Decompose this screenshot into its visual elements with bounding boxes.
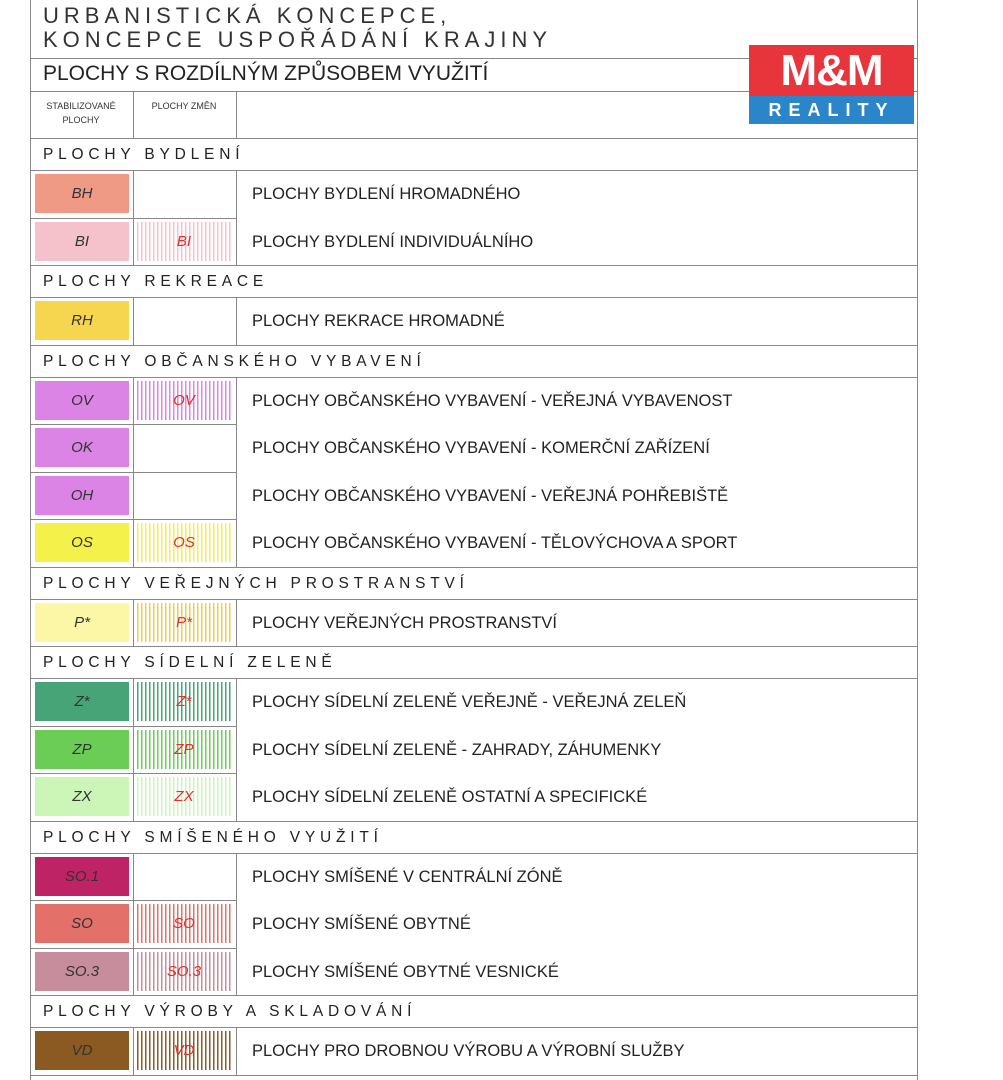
legend-swatch-change: SO.3 — [137, 952, 231, 991]
legend-swatch-stable: BI — [35, 222, 129, 261]
legend-swatch-change: ZP — [137, 730, 231, 769]
legend-swatch-stable: P* — [35, 603, 129, 642]
column-divider — [236, 170, 237, 265]
legend-swatch-stable: ZP — [35, 730, 129, 769]
row-divider — [31, 472, 237, 473]
legend-swatch-stable: RH — [35, 301, 129, 340]
column-header-change: PLOCHY ZMĚN — [151, 101, 217, 111]
section-title: PLOCHY VEŘEJNÝCH PROSTRANSTVÍ — [43, 574, 469, 592]
divider — [31, 995, 917, 996]
legend-swatch-stable: OV — [35, 381, 129, 420]
column-divider — [133, 678, 134, 821]
divider — [31, 567, 917, 568]
column-divider — [236, 853, 237, 996]
section-title: PLOCHY OBČANSKÉHO VYBAVENÍ — [43, 352, 426, 370]
section-title: PLOCHY SÍDELNÍ ZELENĚ — [43, 654, 337, 671]
logo-mm-text: M&M — [749, 45, 914, 96]
legend-swatch-change: VD — [137, 1031, 231, 1070]
legend-description: PLOCHY OBČANSKÉHO VYBAVENÍ - VEŘEJNÁ VYBAVENOST — [252, 391, 733, 410]
row-divider — [31, 948, 237, 949]
divider — [31, 599, 917, 600]
column-divider — [236, 91, 237, 138]
divider — [31, 377, 917, 378]
legend-swatch-stable: Z* — [35, 682, 129, 721]
row-divider — [31, 424, 237, 425]
column-divider — [133, 853, 134, 996]
divider — [31, 265, 917, 266]
divider — [31, 345, 917, 346]
legend-description: PLOCHY SMÍŠENÉ OBYTNÉ — [252, 915, 471, 933]
legend-swatch-change: BI — [137, 222, 231, 261]
legend-description: PLOCHY SMÍŠENÉ OBYTNÉ VESNICKÉ — [252, 962, 559, 981]
column-divider — [133, 599, 134, 647]
legend-swatch-stable: OK — [35, 428, 129, 467]
legend-swatch-stable: ZX — [35, 777, 129, 816]
column-divider — [133, 91, 134, 138]
legend-swatch-change: OS — [137, 523, 231, 562]
column-divider — [236, 377, 237, 567]
legend-swatch-stable: BH — [35, 174, 129, 213]
column-divider — [236, 599, 237, 647]
divider — [31, 138, 917, 139]
legend-description: PLOCHY SÍDELNÍ ZELENĚ OSTATNÍ A SPECIFICKÉ — [252, 788, 648, 806]
legend-swatch-change: OV — [137, 381, 231, 420]
row-divider — [31, 900, 237, 901]
mm-reality-logo — [749, 45, 914, 124]
document-title-line2: KONCEPCE USPOŘÁDÁNÍ KRAJINY — [43, 27, 553, 52]
divider — [31, 170, 917, 171]
legend-swatch-change: SO — [137, 904, 231, 943]
legend-description: PLOCHY SÍDELNÍ ZELENĚ - ZAHRADY, ZÁHUMENKY — [252, 740, 662, 759]
legend-swatch-stable: VD — [35, 1031, 129, 1070]
legend-description: PLOCHY VEŘEJNÝCH PROSTRANSTVÍ — [252, 613, 558, 632]
column-divider — [133, 377, 134, 567]
legend-swatch-stable: OS — [35, 523, 129, 562]
legend-description: PLOCHY BYDLENÍ INDIVIDUÁLNÍHO — [252, 232, 534, 251]
legend-swatch-change: Z* — [137, 682, 231, 721]
legend-swatch-change: P* — [137, 603, 231, 642]
legend-description: PLOCHY PRO DROBNOU VÝROBU A VÝROBNÍ SLUŽBY — [252, 1042, 685, 1060]
divider — [31, 1075, 917, 1076]
legend-swatch-stable: OH — [35, 476, 129, 515]
divider — [31, 678, 917, 679]
legend-swatch-change: ZX — [137, 777, 231, 816]
legend-description: PLOCHY OBČANSKÉHO VYBAVENÍ - VEŘEJNÁ POHŘEBIŠTĚ — [252, 486, 729, 505]
column-divider — [236, 297, 237, 345]
divider — [31, 821, 917, 822]
logo-reality-text: REALITY — [749, 96, 914, 124]
legend-swatch-stable: SO — [35, 904, 129, 943]
legend-description: PLOCHY SMÍŠENÉ V CENTRÁLNÍ ZÓNĚ — [252, 867, 563, 886]
divider — [31, 297, 917, 298]
section-title: PLOCHY REKREACE — [43, 273, 269, 290]
section-title: PLOCHY BYDLENÍ — [43, 146, 245, 163]
divider — [31, 853, 917, 854]
row-divider — [31, 519, 237, 520]
section-title: PLOCHY VÝROBY A SKLADOVÁNÍ — [43, 1003, 417, 1020]
column-divider — [236, 678, 237, 821]
legend-swatch-stable: SO.1 — [35, 857, 129, 896]
column-divider — [133, 170, 134, 265]
divider — [31, 1027, 917, 1028]
document-title-line1: URBANISTICKÁ KONCEPCE, — [43, 3, 452, 28]
legend-description: PLOCHY SÍDELNÍ ZELENĚ VEŘEJNĚ - VEŘEJNÁ ZELEŇ — [252, 693, 687, 711]
row-divider — [31, 726, 237, 727]
row-divider — [31, 773, 237, 774]
divider — [31, 646, 917, 647]
column-divider — [133, 297, 134, 345]
document-subtitle: PLOCHY S ROZDÍLNÝM ZPŮSOBEM VYUŽITÍ — [43, 62, 489, 85]
column-divider — [133, 1027, 134, 1075]
section-title: PLOCHY SMÍŠENÉHO VYUŽITÍ — [43, 828, 383, 846]
column-header-stable: STABILIZOVANÉ PLOCHY — [46, 101, 116, 125]
legend-description: PLOCHY REKRACE HROMADNÉ — [252, 312, 505, 330]
legend-description: PLOCHY BYDLENÍ HROMADNÉHO — [252, 185, 521, 203]
row-divider — [31, 218, 237, 219]
column-divider — [236, 1027, 237, 1075]
legend-description: PLOCHY OBČANSKÉHO VYBAVENÍ - KOMERČNÍ ZAŘÍZENÍ — [252, 439, 710, 457]
legend-swatch-stable: SO.3 — [35, 952, 129, 991]
legend-description: PLOCHY OBČANSKÉHO VYBAVENÍ - TĚLOVÝCHOVA A SPORT — [252, 534, 738, 552]
legend-sheet — [30, 0, 918, 1080]
